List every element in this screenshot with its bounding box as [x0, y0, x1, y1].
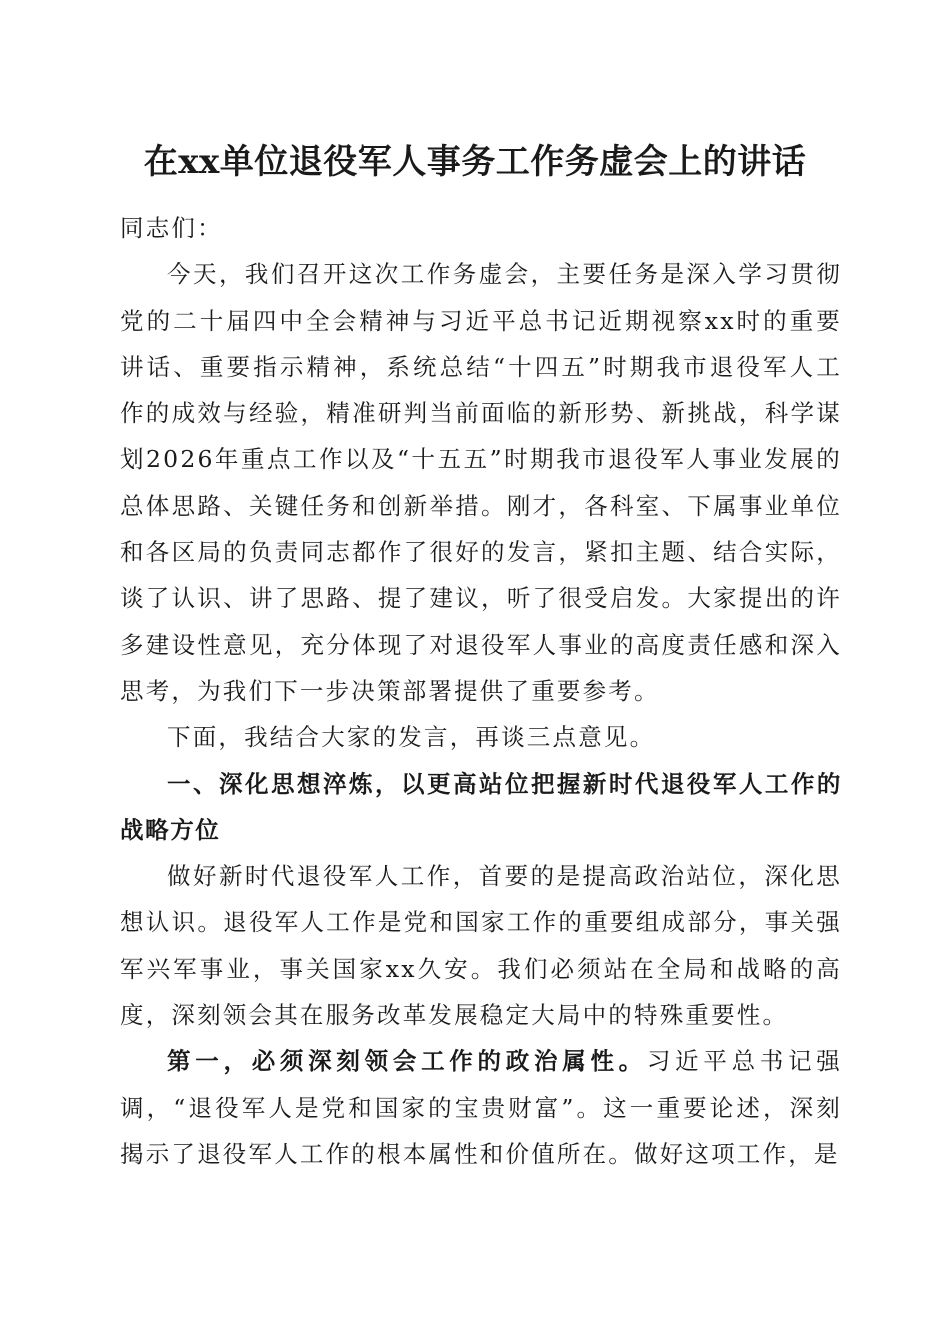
point-one-text: 习近平总书记强调，“退役军人是党和国家的宝贵财富”。这一重要论述，深刻揭示了退役军人工作的根本属性和价值所在。做好这项工作，是 — [120, 1047, 843, 1168]
paragraph-intro: 今天，我们召开这次工作务虚会，主要任务是深入学习贯彻党的二十届四中全会精神与习近平总书记近期视察xx时的重要讲话、重要指示精神，系统总结“十四五”时期我市退役军人工作的成效与经验，精准研判当前面临的新形势、新挑战，科学谋划2026年重点工作以及“十五五”时期我市退役军人事业发展的总体思路、关键任务和创新举措。刚才，各科室、下属事业单位和各区局的负责同志都作了很好的发言，紧扣主题、结合实际，谈了认识、讲了思路、提了建议，听了很受启发。大家提出的许多建设性意见，充分体现了对退役军人事业的高度责任感和深入思考，为我们下一步决策部署提供了重要参考。 — [120, 260, 842, 705]
document-body — [120, 205, 842, 1177]
point-one-lead: 第一，必须深刻领会工作的政治属性。 — [167, 1047, 647, 1076]
paragraph-point-one — [120, 1038, 842, 1177]
document-title: 在xx单位退役军人事务工作务虚会上的讲话 — [143, 142, 807, 182]
paragraph-transition: 下面，我结合大家的发言，再谈三点意见。 — [167, 723, 656, 752]
section-heading-one: 一、深化思想淬炼，以更高站位把握新时代退役军人工作的战略方位 — [120, 769, 842, 844]
salutation: 同志们： — [120, 214, 223, 242]
paragraph-section-one: 做好新时代退役军人工作，首要的是提高政治站位，深化思想认识。退役军人工作是党和国家工作的重要组成部分，事关强军兴军事业，事关国家xx久安。我们必须站在全局和战略的高度，深刻领会其在服务改革发展稳定大局中的特殊重要性。 — [120, 862, 842, 1030]
